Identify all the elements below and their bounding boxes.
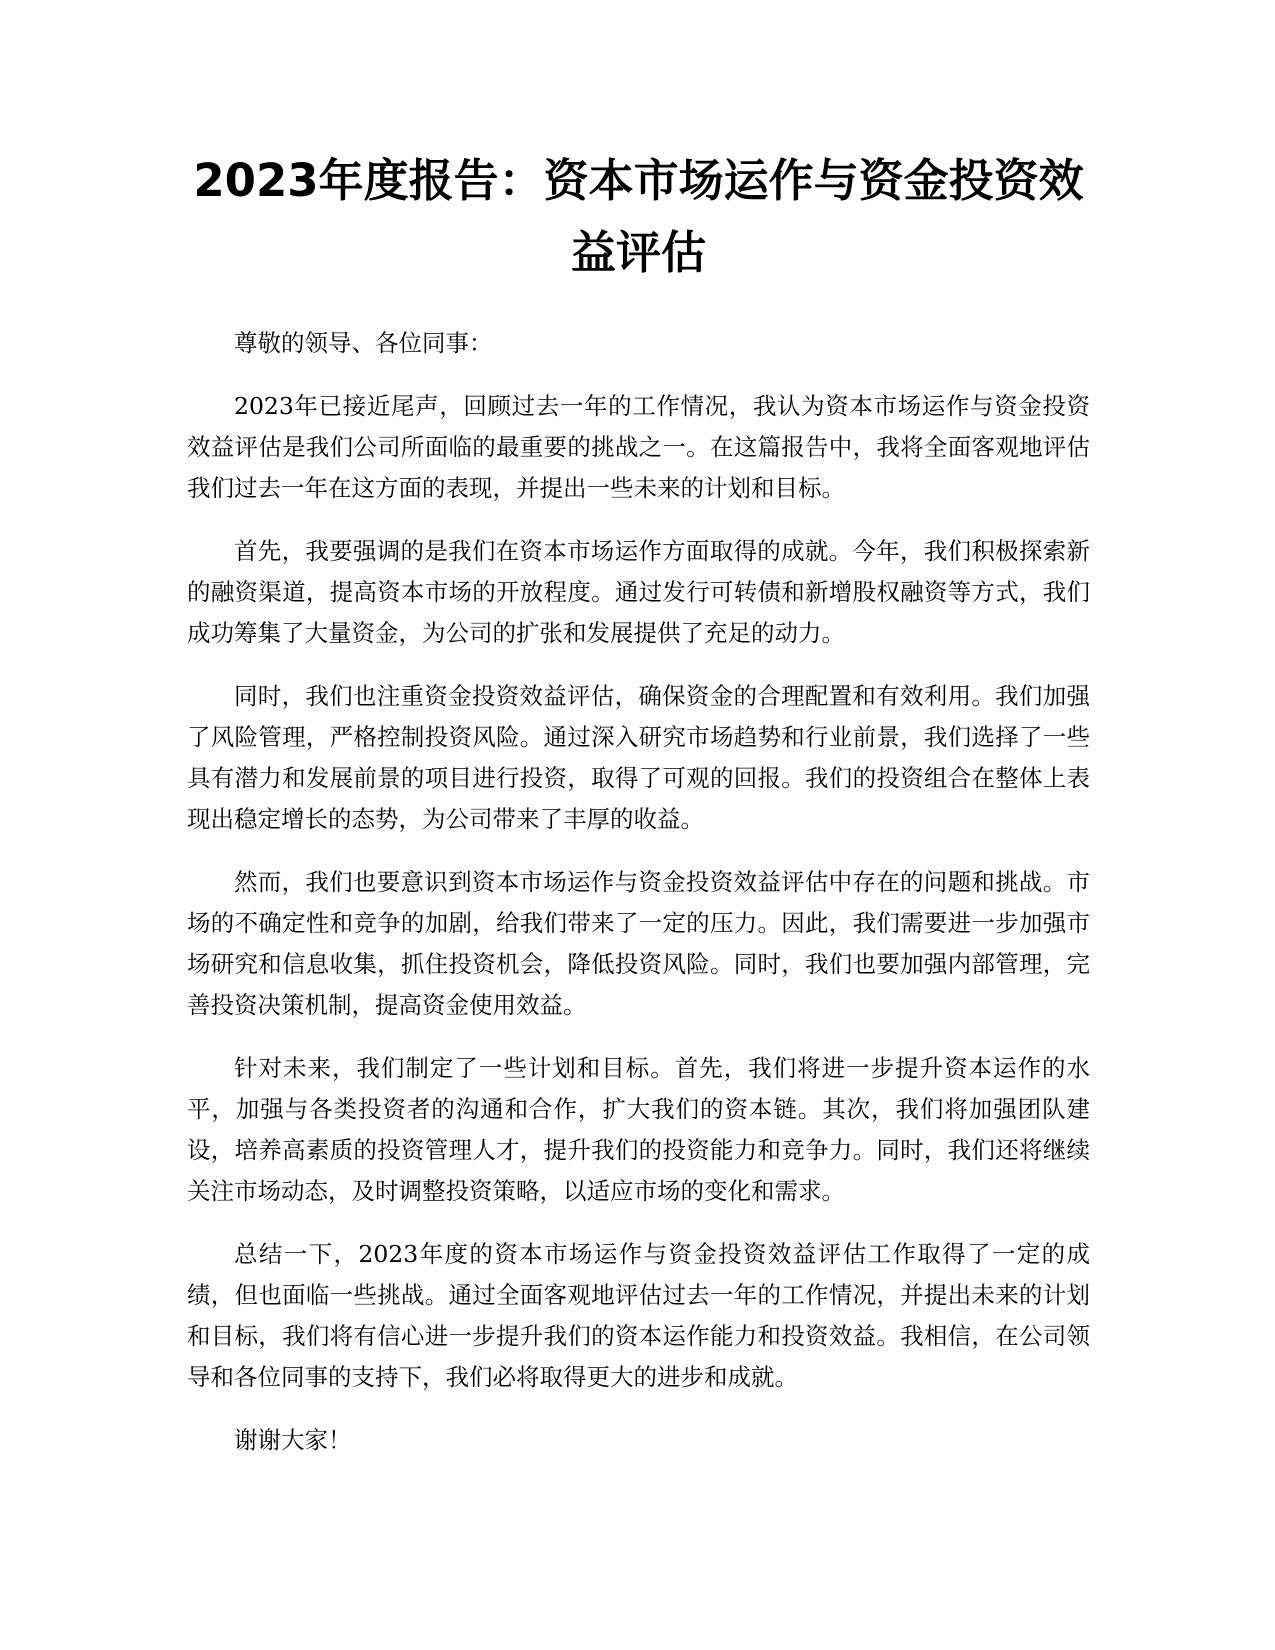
body-paragraph: 同时，我们也注重资金投资效益评估，确保资金的合理配置和有效利用。我们加强了风险管理，严格控制投资风险。通过深入研究市场趋势和行业前景，我们选择了一些具有潜力和发展前景的项目进行投资，取得了可观的回报。我们的投资组合在整体上表现出稳定增长的态势，为公司带来了丰厚的收益。 bbox=[187, 682, 1090, 833]
document-body bbox=[187, 323, 1090, 1461]
body-paragraph: 针对未来，我们制定了一些计划和目标。首先，我们将进一步提升资本运作的水平，加强与各类投资者的沟通和合作，扩大我们的资本链。其次，我们将加强团队建设，培养高素质的投资管理人才，提升我们的投资能力和竞争力。同时，我们还将继续关注市场动态，及时调整投资策略，以适应市场的变化和需求。 bbox=[187, 1054, 1090, 1205]
closing-paragraph: 谢谢大家！ bbox=[234, 1426, 352, 1454]
body-paragraph: 2023年已接近尾声，回顾过去一年的工作情况，我认为资本市场运作与资金投资效益评估是我们公司所面临的最重要的挑战之一。在这篇报告中，我将全面客观地评估我们过去一年在这方面的表现，并提出一些未来的计划和目标。 bbox=[187, 392, 1090, 502]
document-page bbox=[187, 0, 1090, 1650]
body-paragraph: 首先，我要强调的是我们在资本市场运作方面取得的成就。今年，我们积极探索新的融资渠道，提高资本市场的开放程度。通过发行可转债和新增股权融资等方式，我们成功筹集了大量资金，为公司的扩张和发展提供了充足的动力。 bbox=[187, 537, 1090, 647]
body-paragraph: 然而，我们也要意识到资本市场运作与资金投资效益评估中存在的问题和挑战。市场的不确定性和竞争的加剧，给我们带来了一定的压力。因此，我们需要进一步加强市场研究和信息收集，抓住投资机会，降低投资风险。同时，我们也要加强内部管理，完善投资决策机制，提高资金使用效益。 bbox=[187, 868, 1090, 1019]
document-title: 2023年度报告：资本市场运作与资金投资效益评估 bbox=[193, 154, 1084, 279]
salutation-paragraph: 尊敬的领导、各位同事： bbox=[234, 329, 493, 357]
body-paragraph: 总结一下，2023年度的资本市场运作与资金投资效益评估工作取得了一定的成绩，但也面临一些挑战。通过全面客观地评估过去一年的工作情况，并提出未来的计划和目标，我们将有信心进一步提升我们的资本运作能力和投资效益。我相信，在公司领导和各位同事的支持下，我们必将取得更大的进步和成就。 bbox=[187, 1240, 1090, 1391]
